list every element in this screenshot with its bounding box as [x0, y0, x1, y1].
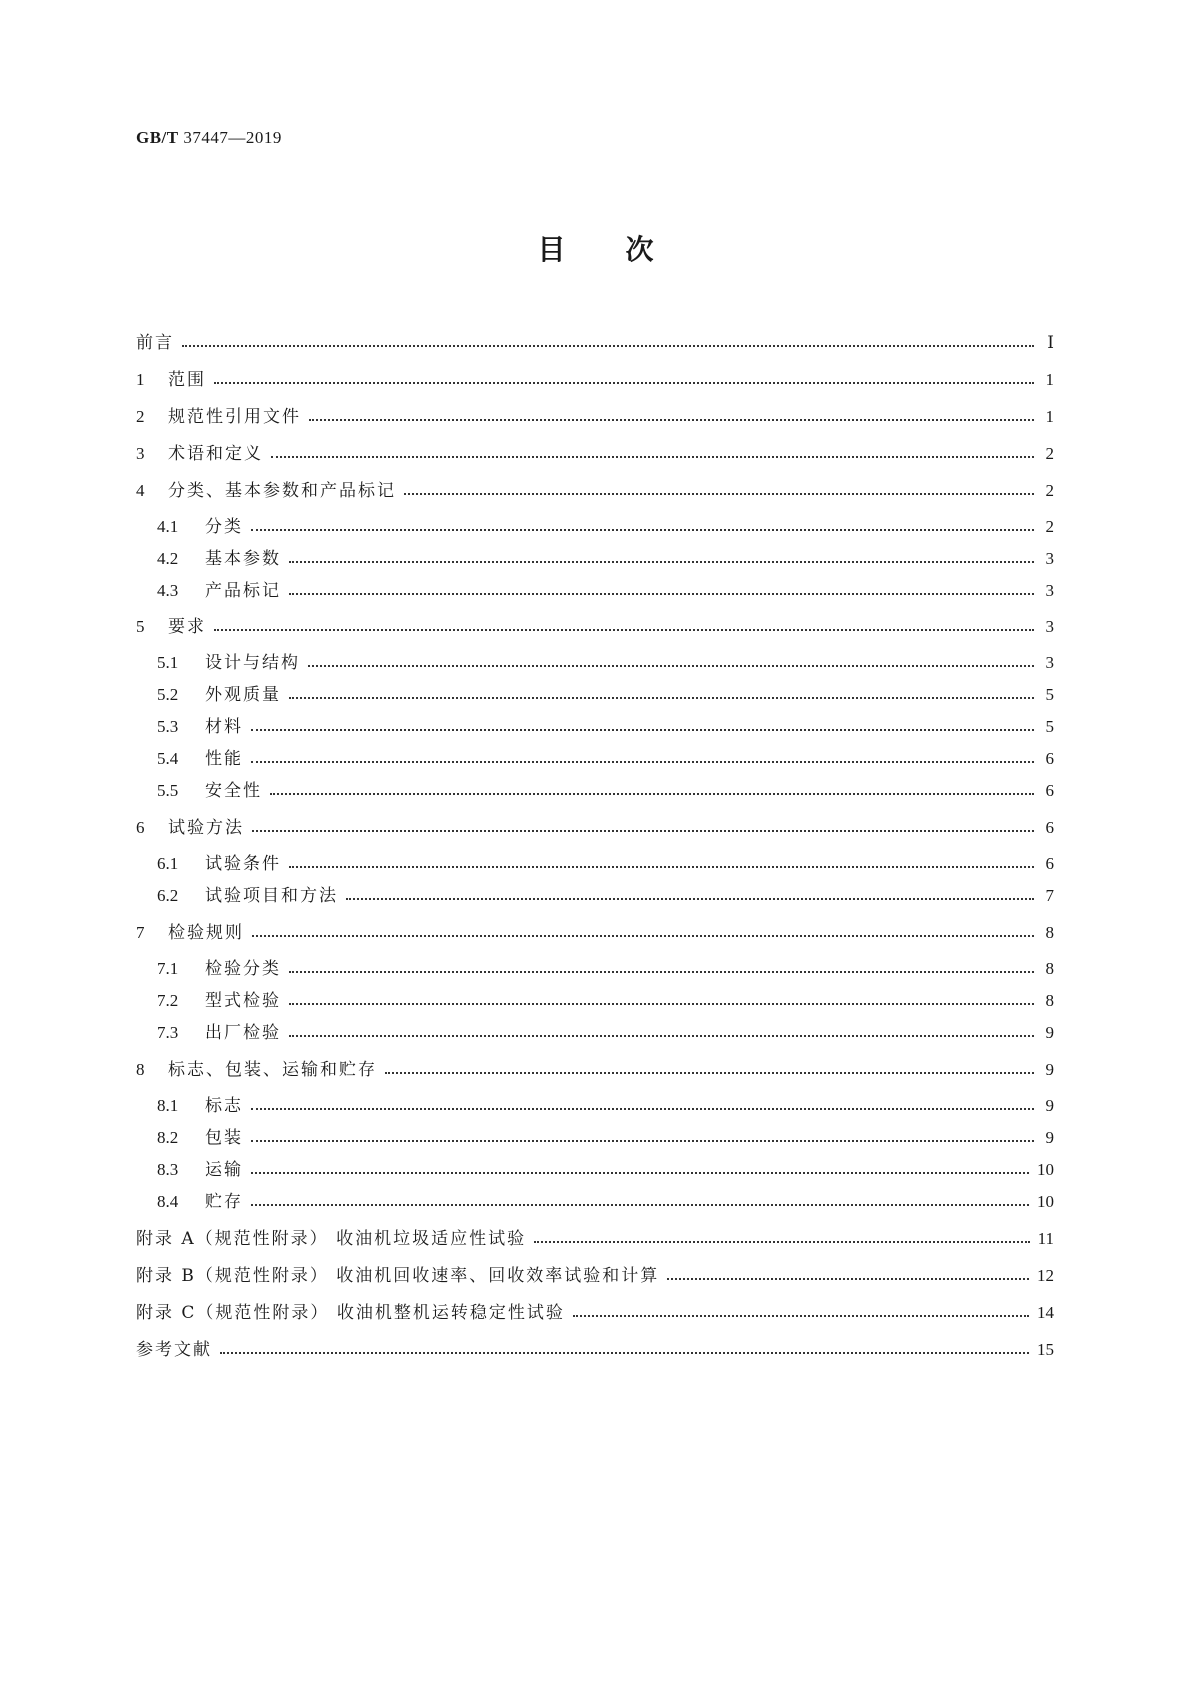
- toc-leader: [346, 898, 1034, 900]
- toc-entry-label: 范围: [168, 370, 206, 390]
- toc-entry-page: 14: [1037, 1303, 1054, 1322]
- toc-entry-page: 10: [1037, 1192, 1054, 1211]
- toc-entry-4[interactable]: [136, 478, 1054, 502]
- toc-entry-label: 基本参数: [205, 549, 281, 569]
- toc-leader: [251, 761, 1034, 763]
- toc-entry-page: 6: [1045, 781, 1054, 800]
- toc-leader: [252, 830, 1034, 832]
- toc-entry-label: 检验规则: [168, 923, 244, 943]
- toc-entry-label: 型式检验: [205, 991, 281, 1011]
- toc-leader: [289, 1035, 1034, 1037]
- toc-entry-4-3[interactable]: [157, 578, 1054, 602]
- toc-entry-number: 5.3: [157, 717, 179, 736]
- toc-entry-label: 试验条件: [205, 854, 281, 874]
- toc-entry-page: 12: [1037, 1266, 1054, 1285]
- toc-entry-page: 8: [1045, 959, 1054, 978]
- toc-entry-number: 8.1: [157, 1096, 179, 1115]
- toc-entry-8-3[interactable]: [157, 1157, 1054, 1181]
- toc-entry-label: 附录 B（规范性附录） 收油机回收速率、回收效率试验和计算: [136, 1266, 660, 1286]
- toc-entry-5-4[interactable]: [157, 746, 1054, 770]
- toc-entry-appendix-b[interactable]: [136, 1263, 1054, 1287]
- toc-leader: [404, 493, 1034, 495]
- toc-entry-label: 贮存: [205, 1192, 243, 1212]
- toc-entry-5-1[interactable]: [157, 650, 1054, 674]
- toc-entry-label: 安全性: [205, 781, 262, 801]
- toc-leader: [289, 593, 1034, 595]
- toc-entry-foreword[interactable]: [136, 330, 1054, 354]
- toc-entry-5-2[interactable]: [157, 682, 1054, 706]
- toc-leader: [289, 971, 1034, 973]
- toc-entry-label: 试验项目和方法: [205, 886, 338, 906]
- toc-entry-5-3[interactable]: [157, 714, 1054, 738]
- toc-entry-label: 设计与结构: [205, 653, 300, 673]
- toc-entry-number: 7: [136, 923, 145, 942]
- toc-entry-7-3[interactable]: [157, 1020, 1054, 1044]
- toc-entry-page: 2: [1045, 481, 1054, 500]
- toc-leader: [289, 697, 1034, 699]
- toc-leader: [251, 1204, 1029, 1206]
- toc-leader: [667, 1278, 1029, 1280]
- toc-entry-page: 10: [1037, 1160, 1054, 1179]
- toc-entry-label: 试验方法: [168, 818, 244, 838]
- toc-leader: [271, 456, 1034, 458]
- toc-entry-label: 产品标记: [205, 581, 281, 601]
- toc-entry-page: 15: [1037, 1340, 1054, 1359]
- toc-entry-6-2[interactable]: [157, 883, 1054, 907]
- toc-entry-page: 7: [1045, 886, 1054, 905]
- toc-entry-label: 参考文献: [136, 1340, 212, 1360]
- toc-entry-number: 6.2: [157, 886, 179, 905]
- toc-entry-label: 分类: [205, 517, 243, 537]
- toc-entry-page: 6: [1045, 818, 1054, 837]
- toc-leader: [308, 665, 1034, 667]
- toc-entry-page: 9: [1045, 1023, 1054, 1042]
- toc-leader: [252, 935, 1034, 937]
- toc-entry-7-2[interactable]: [157, 988, 1054, 1012]
- toc-entry-number: 1: [136, 370, 145, 389]
- toc-entry-1[interactable]: [136, 367, 1054, 391]
- toc-entry-page: 1: [1045, 370, 1054, 389]
- toc-entry-number: 6: [136, 818, 145, 837]
- toc-leader: [214, 629, 1034, 631]
- toc-entry-7[interactable]: [136, 920, 1054, 944]
- toc-entry-number: 8: [136, 1060, 145, 1079]
- toc-entry-number: 8.4: [157, 1192, 179, 1211]
- toc-entry-label: 外观质量: [205, 685, 281, 705]
- toc-entry-label: 附录 C（规范性附录） 收油机整机运转稳定性试验: [136, 1303, 565, 1323]
- toc-entry-number: 5.4: [157, 749, 179, 768]
- toc-entry-number: 5.5: [157, 781, 179, 800]
- toc-entry-number: 5: [136, 617, 145, 636]
- toc-entry-page: 11: [1037, 1229, 1054, 1248]
- toc-leader: [251, 1172, 1029, 1174]
- toc-entry-6-1[interactable]: [157, 851, 1054, 875]
- toc-leader: [289, 866, 1034, 868]
- toc-entry-number: 8.2: [157, 1128, 179, 1147]
- toc-leader: [534, 1241, 1030, 1243]
- toc-entry-page: 6: [1045, 749, 1054, 768]
- toc-entry-page: 9: [1045, 1128, 1054, 1147]
- toc-entry-label: 标志、包装、运输和贮存: [168, 1060, 377, 1080]
- standard-number: 37447—2019: [183, 128, 282, 147]
- toc-entry-8[interactable]: [136, 1057, 1054, 1081]
- toc-entry-label: 前言: [136, 333, 174, 353]
- toc-entry-2[interactable]: [136, 404, 1054, 428]
- toc-entry-5-5[interactable]: [157, 778, 1054, 802]
- toc-leader: [214, 382, 1034, 384]
- toc-entry-page: 3: [1045, 653, 1054, 672]
- toc-entry-page: 1: [1045, 407, 1054, 426]
- toc-entry-number: 7.1: [157, 959, 179, 978]
- toc-entry-page: Ⅰ: [1047, 333, 1054, 352]
- standard-prefix: GB/T: [136, 128, 179, 147]
- toc-entry-label: 规范性引用文件: [168, 407, 301, 427]
- toc-entry-page: 5: [1045, 717, 1054, 736]
- toc-entry-number: 8.3: [157, 1160, 179, 1179]
- toc-leader: [251, 529, 1034, 531]
- toc-entry-number: 5.1: [157, 653, 179, 672]
- toc-leader: [220, 1352, 1029, 1354]
- toc-entry-page: 3: [1045, 581, 1054, 600]
- toc-entry-5[interactable]: [136, 614, 1054, 638]
- toc-entry-page: 3: [1045, 549, 1054, 568]
- toc-entry-3[interactable]: [136, 441, 1054, 465]
- toc-entry-label: 检验分类: [205, 959, 281, 979]
- toc-leader: [573, 1315, 1029, 1317]
- toc-leader: [251, 729, 1034, 731]
- toc-entry-page: 8: [1045, 923, 1054, 942]
- toc-entry-number: 3: [136, 444, 145, 463]
- toc-entry-label: 运输: [205, 1160, 243, 1180]
- toc-entry-4-1[interactable]: [157, 514, 1054, 538]
- toc-entry-number: 7.3: [157, 1023, 179, 1042]
- toc-entry-number: 4: [136, 481, 145, 500]
- toc-entry-label: 分类、基本参数和产品标记: [168, 481, 396, 501]
- toc-entry-label: 性能: [205, 749, 243, 769]
- toc-entry-8-1[interactable]: [157, 1093, 1054, 1117]
- toc-entry-6[interactable]: [136, 815, 1054, 839]
- toc-entry-references[interactable]: [136, 1337, 1054, 1361]
- toc-entry-number: 6.1: [157, 854, 179, 873]
- toc-entry-page: 2: [1045, 444, 1054, 463]
- toc-leader: [270, 793, 1034, 795]
- toc-entry-4-2[interactable]: [157, 546, 1054, 570]
- toc-entry-8-4[interactable]: [157, 1189, 1054, 1213]
- toc-entry-number: 5.2: [157, 685, 179, 704]
- toc-entry-appendix-a[interactable]: [136, 1226, 1054, 1250]
- toc-leader: [251, 1140, 1034, 1142]
- toc-entry-label: 附录 A（规范性附录） 收油机垃圾适应性试验: [136, 1229, 527, 1249]
- toc-entry-label: 要求: [168, 617, 206, 637]
- toc-entry-number: 7.2: [157, 991, 179, 1010]
- toc-entry-page: 9: [1045, 1096, 1054, 1115]
- toc-entry-appendix-c[interactable]: [136, 1300, 1054, 1324]
- toc-entry-page: 8: [1045, 991, 1054, 1010]
- toc-entry-8-2[interactable]: [157, 1125, 1054, 1149]
- standard-code: [136, 128, 282, 148]
- toc-leader: [289, 561, 1034, 563]
- toc-entry-7-1[interactable]: [157, 956, 1054, 980]
- toc-entry-number: 2: [136, 407, 145, 426]
- toc-entry-number: 4.3: [157, 581, 179, 600]
- toc-entry-label: 出厂检验: [205, 1023, 281, 1043]
- page-title: 目次: [537, 233, 714, 266]
- toc-leader: [309, 419, 1034, 421]
- toc-entry-page: 9: [1045, 1060, 1054, 1079]
- toc-entry-page: 5: [1045, 685, 1054, 704]
- toc-entry-label: 材料: [205, 717, 243, 737]
- toc-entry-page: 6: [1045, 854, 1054, 873]
- toc-leader: [251, 1108, 1034, 1110]
- toc-entry-label: 标志: [205, 1096, 243, 1116]
- toc-entry-page: 2: [1045, 517, 1054, 536]
- toc-entry-number: 4.1: [157, 517, 179, 536]
- toc-leader: [385, 1072, 1034, 1074]
- toc-leader: [182, 345, 1034, 347]
- toc-entry-number: 4.2: [157, 549, 179, 568]
- toc-leader: [289, 1003, 1034, 1005]
- toc-entry-page: 3: [1045, 617, 1054, 636]
- toc-entry-label: 术语和定义: [168, 444, 263, 464]
- toc-entry-label: 包装: [205, 1128, 243, 1148]
